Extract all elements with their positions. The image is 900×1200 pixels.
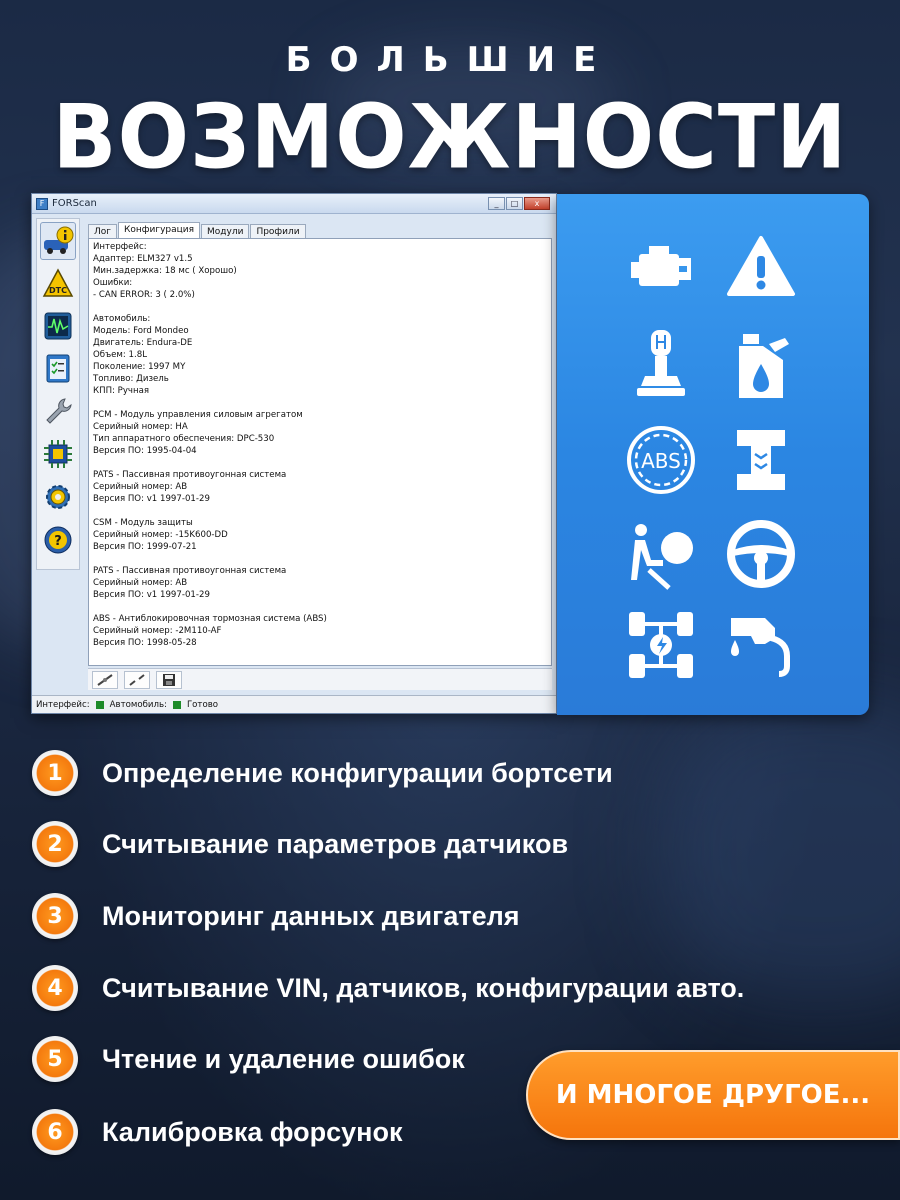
feature-item-6 xyxy=(32,1107,402,1157)
status-vehicle-label: Автомобиль: xyxy=(109,699,167,710)
config-line: Топливо: Дизель xyxy=(93,374,169,384)
feature-item-2 xyxy=(32,819,568,869)
config-line: Серийный номер: AB xyxy=(93,482,188,492)
bottom-toolbar xyxy=(88,668,552,690)
status-interface-label: Интерфейс: xyxy=(36,699,90,710)
config-line: Автомобиль: xyxy=(93,314,151,324)
feature-item-4 xyxy=(32,963,744,1013)
config-line: Двигатель: Endura-DE xyxy=(93,338,193,348)
drivetrain-icon xyxy=(621,604,701,684)
svg-text:DTC: DTC xyxy=(49,286,67,295)
app-icon: F xyxy=(36,198,48,210)
feature-icon-panel xyxy=(557,194,869,715)
feature-number-badge: 1 xyxy=(32,750,78,796)
engine-icon xyxy=(621,228,701,308)
page-title: ВОЗМОЖНОСТИ xyxy=(52,85,848,189)
config-line: Версия ПО: 1998-05-28 xyxy=(93,638,197,648)
tab-bar xyxy=(88,222,307,238)
forscan-window xyxy=(31,193,557,714)
config-line xyxy=(93,505,547,517)
feature-item-1 xyxy=(32,748,613,798)
config-line: Мин.задержка: 18 мс ( Хорошо) xyxy=(93,266,237,276)
feature-label: Чтение и удаление ошибок xyxy=(102,1043,465,1074)
abs-icon xyxy=(621,420,701,500)
window-titlebar[interactable] xyxy=(32,194,556,214)
configuration-text xyxy=(88,238,552,666)
airbag-icon xyxy=(621,514,701,594)
config-line: Серийный номер: HA xyxy=(93,422,188,432)
more-features-button[interactable]: И МНОГОЕ ДРУГОЕ... xyxy=(526,1050,900,1140)
config-line xyxy=(93,601,547,613)
config-line: Адаптер: ELM327 v1.5 xyxy=(93,254,193,264)
config-line xyxy=(93,457,547,469)
connect-icon[interactable] xyxy=(92,671,118,689)
config-line: Версия ПО: 1999-07-21 xyxy=(93,542,197,552)
interface-indicator xyxy=(96,701,104,709)
steering-help-icon[interactable] xyxy=(40,521,76,559)
config-line: Версия ПО: v1 1997-01-29 xyxy=(93,494,210,504)
gear-icon[interactable] xyxy=(40,478,76,516)
config-line: Объем: 1.8L xyxy=(93,350,147,360)
feature-number-badge: 3 xyxy=(32,893,78,939)
config-line: Серийный номер: -15K600-DD xyxy=(93,530,228,540)
config-line: Поколение: 1997 MY xyxy=(93,362,186,372)
config-line: Модель: Ford Mondeo xyxy=(93,326,189,336)
config-line xyxy=(93,397,547,409)
tab-configuration[interactable]: Конфигурация xyxy=(118,222,200,238)
config-line: Версия ПО: v1 1997-01-29 xyxy=(93,590,210,600)
window-title: FORScan xyxy=(52,198,97,209)
oil-canister-icon xyxy=(721,324,801,404)
feature-label: Считывание параметров датчиков xyxy=(102,828,569,859)
feature-item-3 xyxy=(32,891,520,941)
close-button[interactable]: x xyxy=(524,197,550,210)
config-line: CSM - Модуль защиты xyxy=(93,518,193,528)
config-line xyxy=(93,301,547,313)
config-line: Интерфейс: xyxy=(93,242,147,252)
disconnect-icon[interactable] xyxy=(124,671,150,689)
config-line: PATS - Пассивная противоугонная система xyxy=(93,470,287,480)
abs-text: ABS xyxy=(641,449,681,473)
config-line: Серийный номер: AB xyxy=(93,578,188,588)
chip-icon[interactable] xyxy=(40,435,76,473)
config-line: Тип аппаратного обеспечения: DPC-530 xyxy=(93,434,275,444)
config-line: PATS - Пассивная противоугонная система xyxy=(93,566,287,576)
side-toolbar xyxy=(36,218,80,570)
gear-shift-icon xyxy=(621,324,701,404)
feature-number-badge: 6 xyxy=(32,1109,78,1155)
config-line: ABS - Антиблокировочная тормозная система (ABS) xyxy=(93,614,327,624)
config-line: Версия ПО: 1995-04-04 xyxy=(93,446,197,456)
tab-log[interactable]: Лог xyxy=(88,224,117,238)
config-line: Ошибки: xyxy=(93,278,133,288)
config-line: PCM - Модуль управления силовым агрегатом xyxy=(93,410,303,420)
config-line xyxy=(93,553,547,565)
config-line: КПП: Ручная xyxy=(93,386,150,396)
config-line: - CAN ERROR: 3 ( 2.0%) xyxy=(93,290,195,300)
feature-label: Считывание VIN, датчиков, конфигурации авто. xyxy=(102,972,745,1003)
minimize-button[interactable]: _ xyxy=(488,197,505,210)
feature-number-badge: 4 xyxy=(32,965,78,1011)
feature-item-5 xyxy=(32,1034,465,1084)
dtc-icon[interactable] xyxy=(40,264,76,302)
wrench-icon[interactable] xyxy=(40,392,76,430)
steering-wheel-icon xyxy=(721,514,801,594)
status-ready-label: Готово xyxy=(186,699,219,710)
feature-label: Мониторинг данных двигателя xyxy=(102,900,520,931)
svg-text:?: ? xyxy=(54,534,62,549)
save-icon[interactable] xyxy=(156,671,182,689)
tab-profiles[interactable]: Профили xyxy=(250,224,305,238)
tab-modules[interactable]: Модули xyxy=(201,224,249,238)
status-bar xyxy=(32,695,556,713)
feature-number-badge: 5 xyxy=(32,1036,78,1082)
vehicle-indicator xyxy=(173,701,181,709)
info-car-icon[interactable] xyxy=(40,222,76,260)
feature-label: Определение конфигурации бортсети xyxy=(102,757,613,788)
brake-pads-icon xyxy=(721,420,801,500)
warning-icon xyxy=(721,228,801,308)
maximize-button[interactable]: □ xyxy=(506,197,523,210)
feature-label: Калибровка форсунок xyxy=(102,1116,403,1147)
feature-number-badge: 2 xyxy=(32,821,78,867)
config-line: Серийный номер: -2M110-AF xyxy=(93,626,222,636)
page-subtitle: БОЛЬШИЕ xyxy=(285,40,615,80)
fuel-nozzle-icon xyxy=(721,604,801,684)
checklist-icon[interactable] xyxy=(40,349,76,387)
oscilloscope-icon[interactable] xyxy=(40,307,76,345)
